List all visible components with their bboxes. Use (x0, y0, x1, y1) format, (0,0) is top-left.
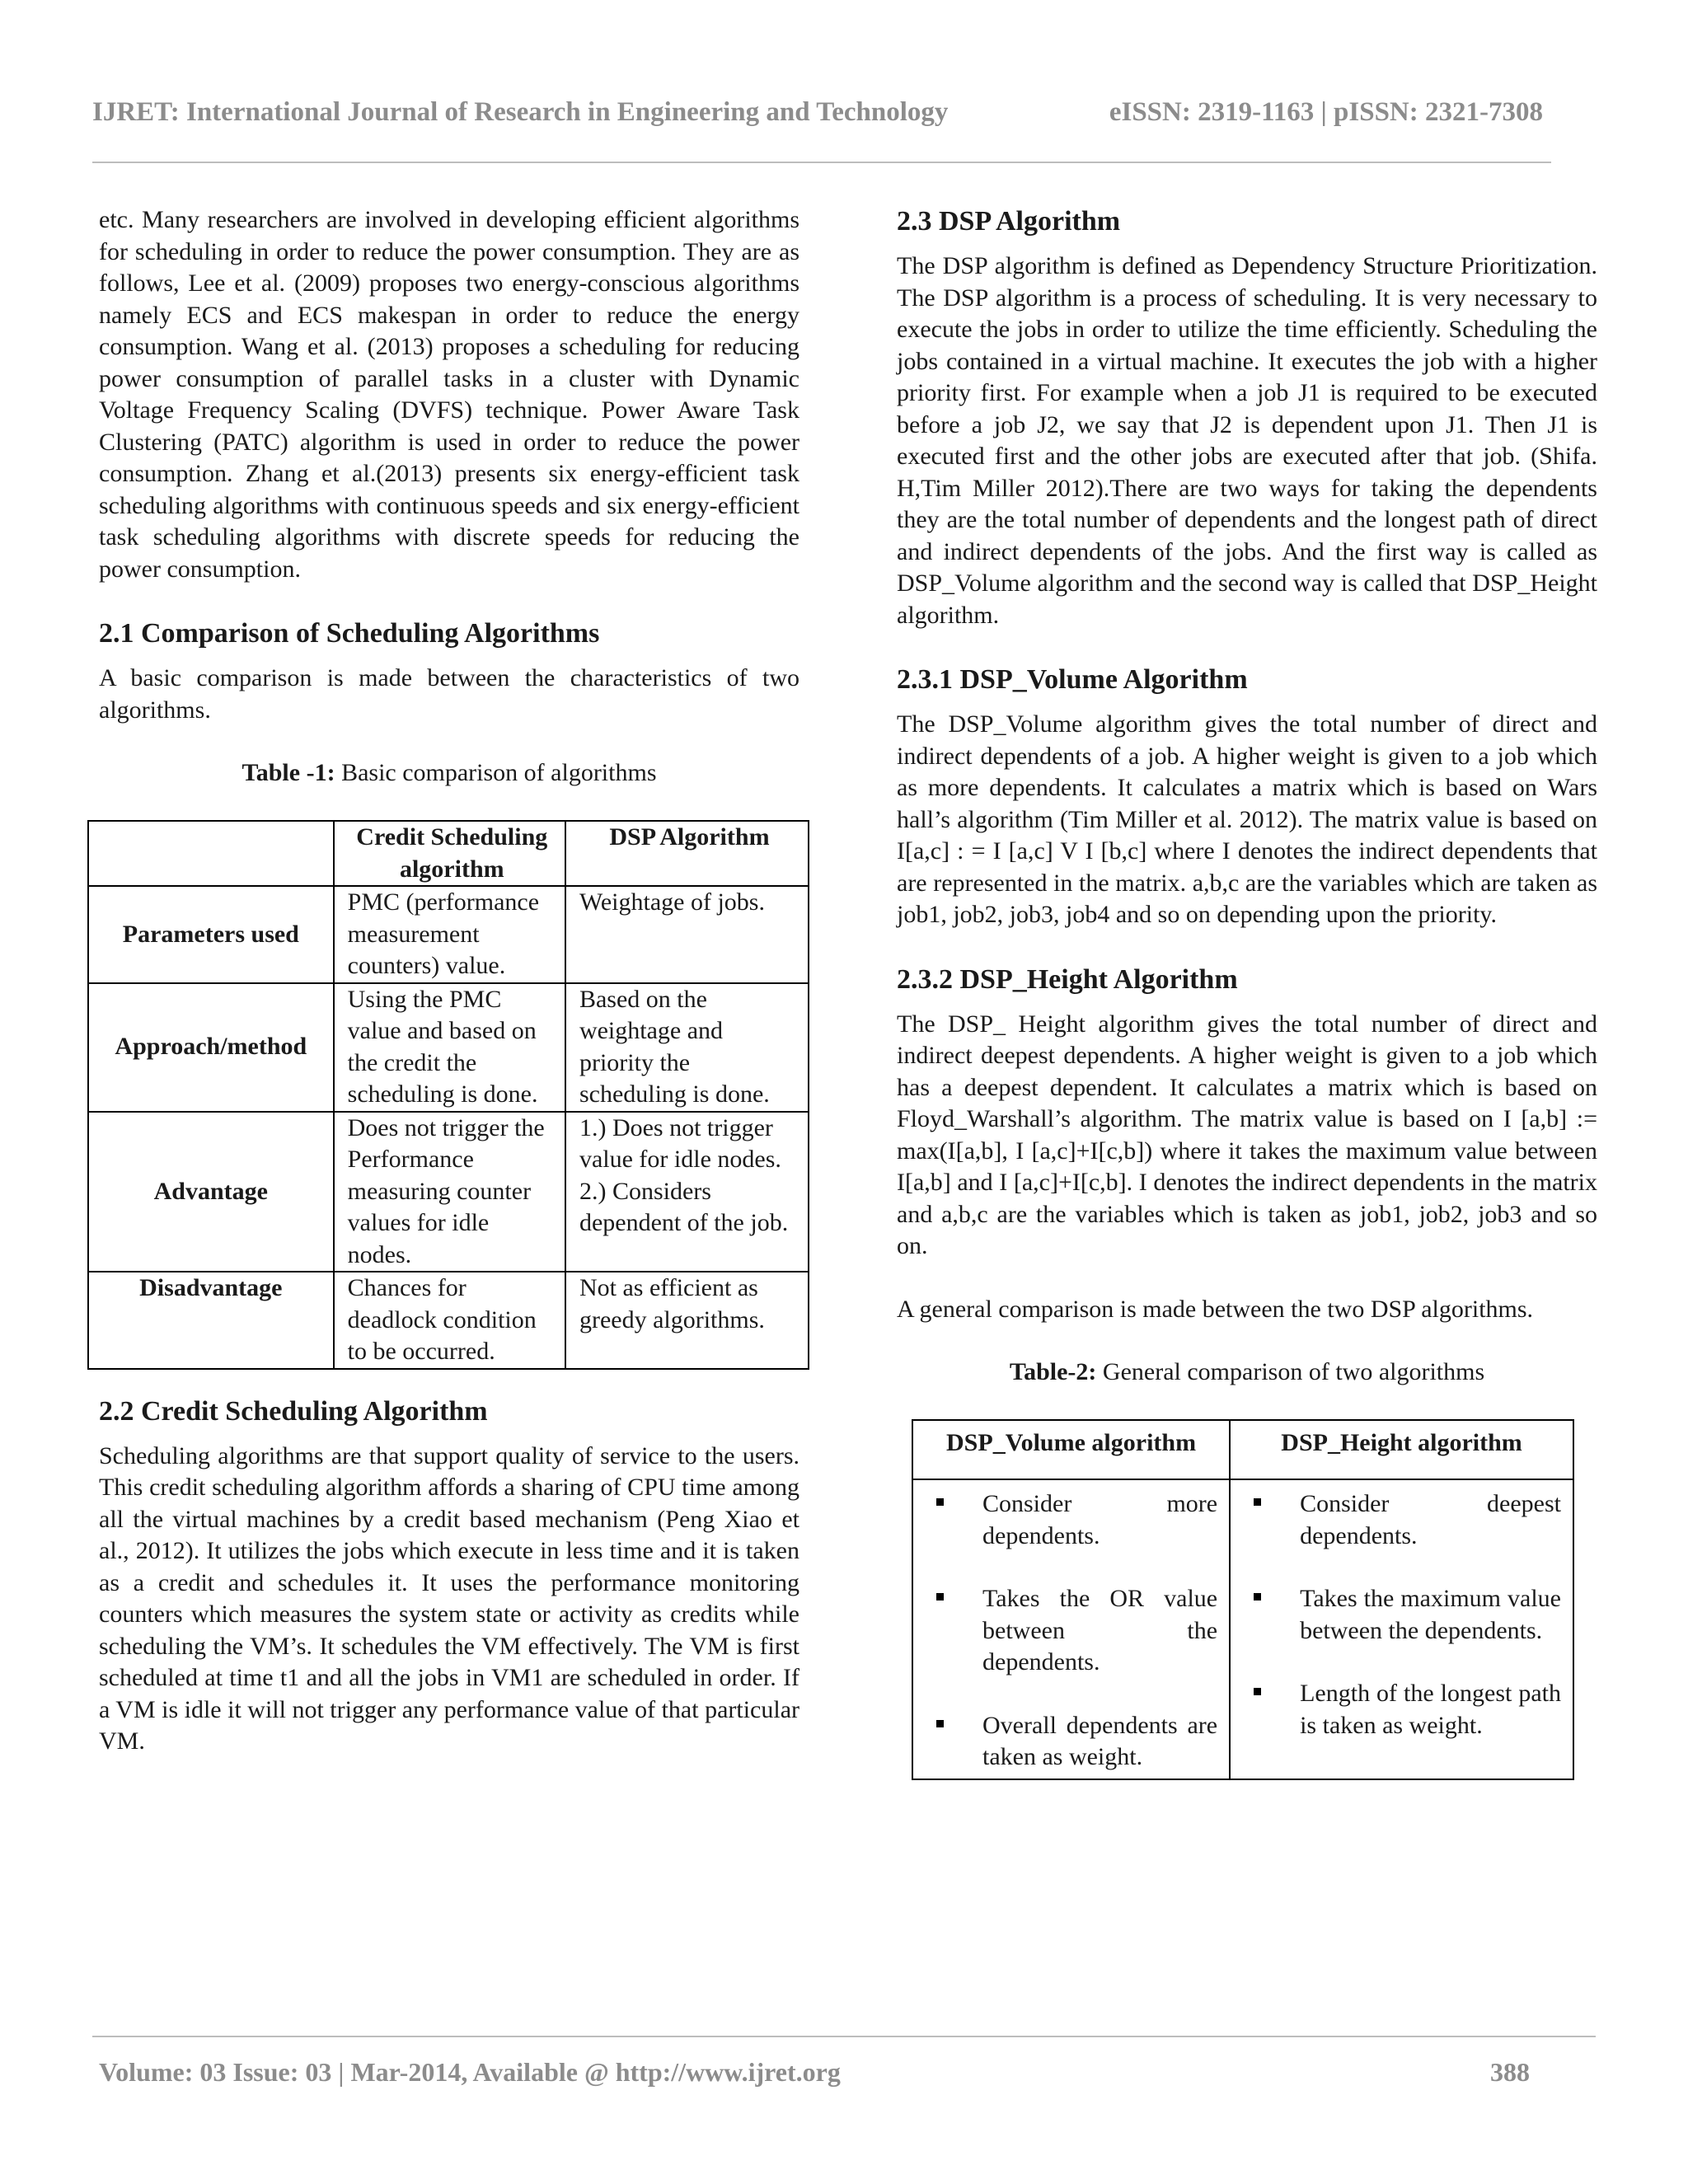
cell-credit-advantage: Does not trigger the Performance measuring counter values for idle nodes. (334, 1112, 565, 1272)
header-divider (92, 162, 1551, 163)
section-2-3-1-heading: 2.3.1 DSP_Volume Algorithm (897, 664, 1248, 695)
table-1-empty-header (88, 821, 334, 886)
list-item (1242, 1678, 1561, 1741)
bullet-icon (1254, 1593, 1261, 1601)
table-row (88, 1272, 809, 1369)
cell-dsp-approach: Based on the weightage and priority the scheduling is done. (565, 983, 809, 1112)
row-label-disadvantage: Disadvantage (88, 1272, 334, 1369)
section-2-3-paragraph: The DSP algorithm is defined as Dependency Structure Prioritization. The DSP algorithm is a process of scheduling. It is very necessary to execute the jobs in order to utilize the time efficiently. Scheduling the jobs contained in a virtual machine. It executes the job with a higher priority first. For example when a job J1 is required to be executed before a job J2, we say that J2 is dependent upon J1. Then J1 is executed first and the other jobs are executed after that job. (Shifa. H,Tim Miller 2012).There are two ways for taking the dependents they are the total number of dependents and the longest path of direct and indirect dependents of the jobs. And the first way is called as DSP_Volume algorithm and the second way is called that DSP_Height algorithm. (897, 252, 1597, 629)
height-item-text: Takes the maximum value between the dependents. (1300, 1585, 1561, 1644)
table-2-header-height: DSP_Height algorithm (1230, 1420, 1573, 1479)
volume-cell (912, 1479, 1230, 1779)
bullet-icon (936, 1720, 944, 1727)
volume-info: Volume: 03 Issue: 03 | Mar-2014, Available @ http://www.ijret.org (99, 2057, 841, 2087)
list-item (925, 1583, 1217, 1679)
table-2-header-volume: DSP_Volume algorithm (912, 1420, 1230, 1479)
volume-item-text: Overall dependents are taken as weight. (982, 1711, 1218, 1770)
cell-credit-disadvantage: Chances for deadlock condition to be occurred. (334, 1272, 565, 1369)
cell-dsp-disadvantage: Not as efficient as greedy algorithms. (565, 1272, 809, 1369)
section-2-2-paragraph: Scheduling algorithms are that support quality of service to the users. This credit scheduling algorithm affords a sharing of CPU time among all the virtual machines by a credit based mechanism (Peng Xiao et al., 2012). It utilizes the jobs which execute in less time and it is taken as a credit and schedules it. It uses the performance monitoring counters which measures the system state or activity as credits while scheduling the VM’s. It schedules the VM effectively. The VM is first scheduled at time t1 and all the jobs in VM1 are scheduled in order. If a VM is idle it will not trigger any performance value of that particular VM. (99, 1441, 800, 1755)
table-row (88, 821, 809, 886)
table-row (88, 886, 809, 983)
row-label-advantage: Advantage (88, 1112, 334, 1272)
running-footer (99, 2057, 1530, 2088)
list-item (925, 1710, 1217, 1774)
bullet-icon (936, 1498, 944, 1506)
section-2-1-heading: 2.1 Comparison of Scheduling Algorithms (99, 618, 600, 649)
footer-divider (92, 2036, 1596, 2037)
table-1 (87, 820, 809, 1370)
advantage-point-2: 2.) Considers dependent of the job. (579, 1177, 789, 1236)
bullet-icon (936, 1593, 944, 1601)
list-item (925, 1488, 1217, 1552)
table-row (912, 1479, 1573, 1779)
volume-list (925, 1488, 1217, 1774)
table-1-caption-label: Table -1: (241, 759, 335, 786)
left-column (99, 204, 799, 1758)
row-label-approach: Approach/method (88, 983, 334, 1112)
list-item (1242, 1488, 1561, 1552)
height-item-text: Consider deepest dependents. (1300, 1490, 1561, 1549)
section-2-3-heading: 2.3 DSP Algorithm (897, 206, 1121, 237)
bullet-icon (1254, 1688, 1261, 1695)
table-row (88, 1112, 809, 1272)
section-2-1-paragraph: A basic comparison is made between the characteristics of two algorithms. (99, 664, 799, 724)
table-1-caption-text: Basic comparison of algorithms (335, 759, 657, 786)
volume-item-text: Consider more dependents. (982, 1490, 1218, 1549)
journal-title: IJRET: International Journal of Research in Engineering and Technology (92, 97, 949, 127)
table-2-caption-label: Table-2: (1009, 1358, 1097, 1385)
issn-label: eISSN: 2319-1163 | pISSN: 2321-7308 (1109, 97, 1543, 127)
page-number: 388 (1490, 2057, 1530, 2087)
table-1-header-credit: Credit Scheduling algorithm (334, 821, 565, 886)
table-row (88, 983, 809, 1112)
general-comparison-paragraph: A general comparison is made between the two DSP algorithms. (897, 1295, 1534, 1323)
volume-item-text: Takes the OR value between the dependents. (982, 1585, 1218, 1675)
table-2-caption-text: General comparison of two algorithms (1096, 1358, 1485, 1385)
table-row (912, 1420, 1573, 1479)
height-list (1242, 1488, 1561, 1741)
table-1-caption (99, 757, 799, 789)
list-item (1242, 1583, 1561, 1647)
cell-dsp-parameters: Weightage of jobs. (565, 886, 809, 983)
advantage-point-1: 1.) Does not trigger value for idle nodes. (579, 1113, 781, 1173)
cell-credit-approach: Using the PMC value and based on the credit the scheduling is done. (334, 983, 565, 1112)
cell-credit-parameters: PMC (performance measurement counters) value. (334, 886, 565, 983)
height-cell (1230, 1479, 1573, 1779)
section-2-2-heading: 2.2 Credit Scheduling Algorithm (99, 1395, 488, 1427)
table-1-header-dsp: DSP Algorithm (565, 821, 809, 886)
section-2-3-2-heading: 2.3.2 DSP_Height Algorithm (897, 963, 1238, 995)
table-2 (912, 1419, 1574, 1780)
cell-dsp-advantage (565, 1112, 809, 1272)
height-item-text: Length of the longest path is taken as weight. (1300, 1680, 1561, 1739)
section-2-3-1-paragraph: The DSP_Volume algorithm gives the total number of direct and indirect dependents of a job. A higher weight is given to a job which as more dependents. It calculates a matrix which is based on Wars hall’s algorithm (Tim Miller et al. 2012). The matrix value is based on I[a,c] : = I [a,c] V I [b,c] where I denotes the indirect dependents that are represented in the matrix. a,b,c are the variables which are taken as job1, job2, job3, job4 and so on depending upon the priority. (897, 710, 1597, 928)
bullet-icon (1254, 1498, 1261, 1506)
right-column (897, 204, 1597, 1780)
section-2-3-2-paragraph: The DSP_ Height algorithm gives the total number of direct and indirect deepest dependents. A higher weight is given to a job which has a deepest dependent. It calculates a matrix which is based on Floyd_Warshall’s algorithm. The matrix value is based on I [a,b] := max(I[a,b], I [a,c]+I[c,b]) where it takes the maximum value between I[a,b] and I [a,c]+I[c,b]. I denotes the indirect dependents in the matrix and a,b,c are the variables which is taken as job1, job2, job3 and so on. (897, 1010, 1597, 1259)
running-header (92, 97, 1543, 128)
intro-paragraph: etc. Many researchers are involved in developing efficient algorithms for scheduling in order to reduce the power consumption. They are as follows, Lee et al. (2009) proposes two energy-conscious algorithms namely ECS and ECS makespan in order to reduce the energy consumption. Wang et al. (2013) proposes a scheduling for reducing power consumption of parallel tasks in a cluster with Dynamic Voltage Frequency Scaling (DVFS) technique. Power Aware Task Clustering (PATC) algorithm is used in order to reduce the power consumption. Zhang et al.(2013) presents six energy-efficient task scheduling algorithms with continuous speeds and six energy-efficient task scheduling algorithms with discrete speeds for reducing the power consumption. (99, 206, 799, 583)
table-2-caption (897, 1357, 1597, 1388)
row-label-parameters: Parameters used (88, 886, 334, 983)
